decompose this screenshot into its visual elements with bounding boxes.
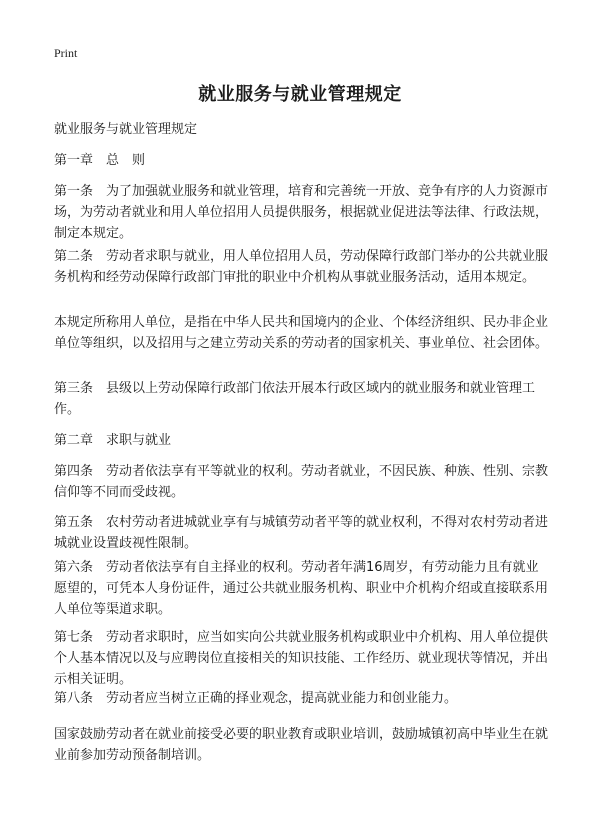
article-6: 第六条 劳动者依法享有自主择业的权利。劳动者年满16周岁，有劳动能力且有就业愿望的，可凭本人身份证件，通过公共就业服务机构、职业中介机构介绍或直接联系用人单位等渠道求职。 <box>54 560 549 617</box>
chapter-heading-2: 第二章 求职与就业 <box>54 433 172 448</box>
document-title: 就业服务与就业管理规定 <box>198 84 402 105</box>
article-5: 第五条 农村劳动者进城就业享有与城镇劳动者平等的就业权利，不得对农村劳动者进城就业设置歧视性限制。 <box>54 515 549 551</box>
article-2-paragraph-2: 本规定所称用人单位，是指在中华人民共和国境内的企业、个体经济组织、民办非企业单位等组织，以及招用与之建立劳动关系的劳动者的国家机关、事业单位、社会团体。 <box>54 315 549 351</box>
chapter-heading-1: 第一章 总 则 <box>54 153 146 168</box>
article-2: 第二条 劳动者求职与就业，用人单位招用人员，劳动保障行政部门举办的公共就业服务机构和经劳动保障行政部门审批的职业中介机构从事就业服务活动，适用本规定。 <box>54 249 549 285</box>
print-link[interactable]: Print <box>54 46 78 60</box>
article-8: 第八条 劳动者应当树立正确的择业观念，提高就业能力和创业能力。 <box>54 691 458 706</box>
document-subtitle: 就业服务与就业管理规定 <box>54 122 198 137</box>
article-8-paragraph-2: 国家鼓励劳动者在就业前接受必要的职业教育或职业培训，鼓励城镇初高中毕业生在就业前参加劳动预备制培训。 <box>54 727 549 763</box>
article-7: 第七条 劳动者求职时，应当如实向公共就业服务机构或职业中介机构、用人单位提供个人基本情况以及与应聘岗位直接相关的知识技能、工作经历、就业现状等情况，并出示相关证明。 <box>54 630 549 687</box>
article-4: 第四条 劳动者依法享有平等就业的权利。劳动者就业，不因民族、种族、性别、宗教信仰等不同而受歧视。 <box>54 464 549 500</box>
article-3: 第三条 县级以上劳动保障行政部门依法开展本行政区域内的就业服务和就业管理工作。 <box>54 381 536 417</box>
article-1: 第一条 为了加强就业服务和就业管理，培育和完善统一开放、竞争有序的人力资源市场，为劳动者就业和用人单位招用人员提供服务，根据就业促进法等法律、行政法规，制定本规定。 <box>54 184 549 241</box>
